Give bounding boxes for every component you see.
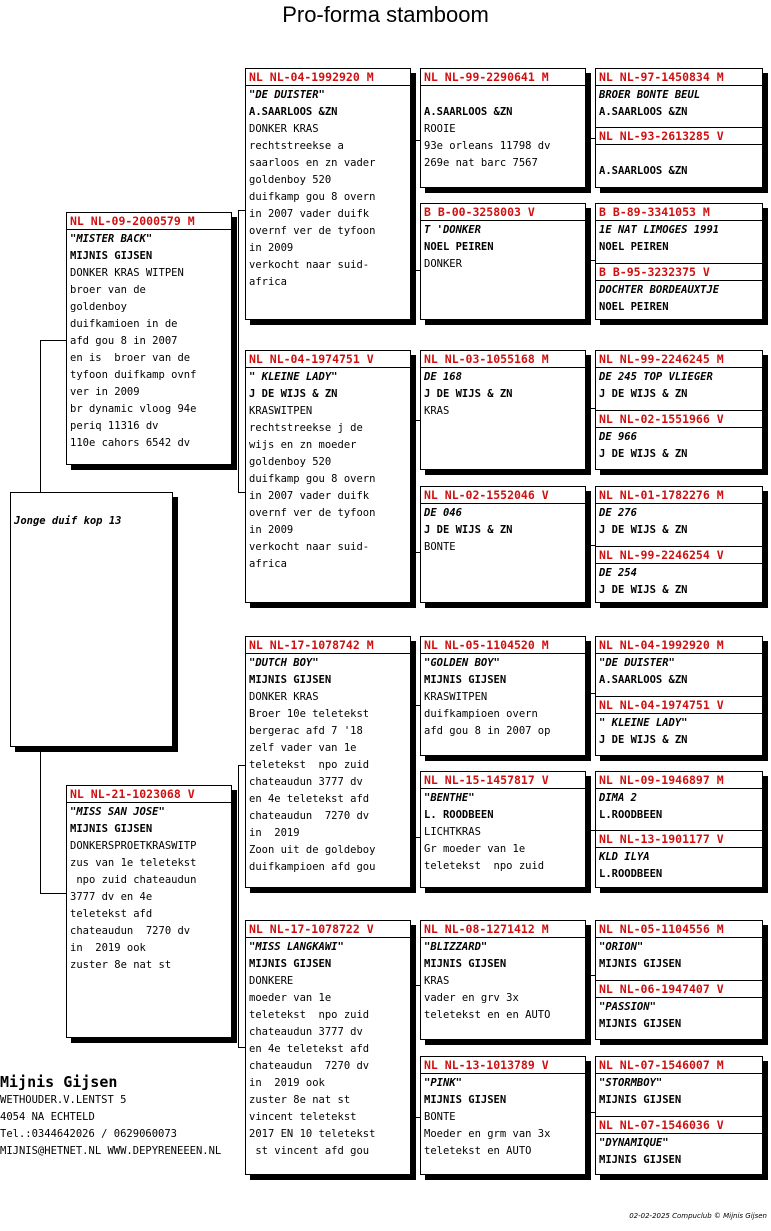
ring-number: NL NL-13-1901177 V [596, 831, 762, 848]
ring-number: NL NL-04-1992920 M [246, 69, 410, 86]
owner-name: MIJNIS GIJSEN [599, 958, 682, 970]
great-grandparent-box[interactable] [420, 350, 586, 470]
connector-line [238, 765, 245, 766]
pigeon-description: DONKER [424, 258, 462, 270]
ancestor-pair-box[interactable] [595, 486, 763, 603]
great-grandparent-box[interactable] [420, 771, 586, 888]
pigeon-name: 1E NAT LIMOGES 1991 [599, 224, 720, 236]
pigeon-name: " KLEINE LADY" [249, 371, 338, 383]
ring-number: NL NL-09-2000579 M [67, 213, 231, 230]
owner-name: MIJNIS GIJSEN [599, 1094, 682, 1106]
ring-number: NL NL-07-1546007 M [596, 1057, 762, 1074]
ring-number: NL NL-03-1055168 M [421, 351, 585, 368]
pigeon-description: DONKERE moeder van 1e teletekst npo zuid chateaudun 3777 dv en 4e teletekst afd chateaudun 7270 dv in 2019 ook zuster 8e nat st vincent teletekst 2017 EN 10 teletekst st vincent afd gou [249, 975, 376, 1157]
ancestor-pair-box[interactable] [595, 68, 763, 188]
owner-name: L.ROODBEEN [599, 868, 663, 880]
ring-number: NL NL-06-1947407 V [596, 981, 762, 998]
pigeon-name: "DE DUISTER" [249, 89, 325, 101]
pigeon-description: KRASWITPEN duifkampioen overn afd gou 8 in 2007 op [424, 691, 551, 737]
owner-name: J DE WIJS & ZN [599, 584, 688, 596]
pigeon-name: "BLIZZARD" [424, 941, 488, 953]
breeder-address: WETHOUDER.V.LENTST 5 [0, 1094, 127, 1106]
connector-line [414, 705, 415, 837]
connector-line [414, 140, 415, 270]
ring-number: NL NL-02-1552046 V [421, 487, 585, 504]
breeder-phone: Tel.:0344642026 / 0629060073 [0, 1128, 178, 1140]
pigeon-name: KLD ILYA [599, 851, 650, 863]
pigeon-name: BROER BONTE BEUL [599, 89, 701, 101]
ring-number: NL NL-13-1013789 V [421, 1057, 585, 1074]
pigeon-name: "PINK" [424, 1077, 462, 1089]
connector-line [40, 747, 41, 893]
pigeon-description: DONKER KRAS WITPEN broer van de goldenboy duifkamioen in de afd gou 8 in 2007 en is broer van de tyfoon duifkamp ovnf ver in 2009 br dynamic vloog 94e periq 11316 dv 110e cahors 6542 dv [70, 267, 197, 449]
pigeon-name: "PASSION" [599, 1001, 656, 1013]
ancestor-pair-box[interactable] [595, 350, 763, 470]
dam-box[interactable] [66, 785, 232, 1038]
owner-name: MIJNIS GIJSEN [424, 958, 507, 970]
pigeon-name: "GOLDEN BOY" [424, 657, 500, 669]
owner-name: NOEL PEIREN [599, 301, 669, 313]
grandparent-box[interactable] [245, 68, 411, 320]
ancestor-pair-box[interactable] [595, 1056, 763, 1175]
breeder-web: MIJNIS@HETNET.NL WWW.DEPYRENEEEN.NL [0, 1145, 222, 1157]
connector-line [40, 340, 67, 341]
owner-name: J DE WIJS & ZN [599, 388, 688, 400]
ring-number: NL NL-93-2613285 V [596, 128, 762, 145]
ancestor-pair-box[interactable] [595, 771, 763, 888]
ring-number: NL NL-09-1946897 M [596, 772, 762, 789]
owner-name: J DE WIJS & ZN [599, 448, 688, 460]
ring-number: NL NL-99-2246245 M [596, 351, 762, 368]
pigeon-description: KRAS [424, 405, 450, 417]
copyright-text: 02-02-2025 Compuclub © Mijnis Gijsen [629, 1212, 767, 1220]
great-grandparent-box[interactable] [420, 1056, 586, 1175]
owner-name: J DE WIJS & ZN [599, 524, 688, 536]
pigeon-name: "DYNAMIQUE" [599, 1137, 669, 1149]
ring-number: NL NL-08-1271412 M [421, 921, 585, 938]
connector-line [238, 210, 245, 211]
subject-label: Jonge duif kop 13 [14, 515, 122, 527]
pigeon-name: DE 245 TOP VLIEGER [599, 371, 713, 383]
pigeon-name: "STORMBOY" [599, 1077, 663, 1089]
pigeon-description: LICHTKRAS Gr moeder van 1e teletekst npo zuid [424, 826, 545, 872]
owner-name: J DE WIJS & ZN [424, 524, 513, 536]
pigeon-name: T 'DONKER [424, 224, 481, 236]
pigeon-description: KRAS vader en grv 3x teletekst en en AUTO [424, 975, 551, 1021]
pigeon-name: "MISS SAN JOSE" [70, 806, 165, 818]
ancestor-pair-box[interactable] [595, 203, 763, 320]
ring-number: NL NL-04-1992920 M [596, 637, 762, 654]
owner-name: MIJNIS GIJSEN [424, 1094, 507, 1106]
pigeon-name: DE 046 [424, 507, 462, 519]
connector-line [40, 340, 41, 492]
pigeon-description: ROOIE 93e orleans 11798 dv 269e nat barc 7567 [424, 123, 551, 169]
connector-line [40, 893, 67, 894]
pigeon-description: KRASWITPEN rechtstreekse j de wijs en zn moeder goldenboy 520 duifkamp gou 8 overn in 2007 vader duifk overnf ver de tyfoon in 2009 verkocht naar suid- africa [249, 405, 376, 570]
pigeon-name: "BENTHE" [424, 792, 475, 804]
owner-name: MIJNIS GIJSEN [424, 674, 507, 686]
ring-number: NL NL-04-1974751 V [246, 351, 410, 368]
pigeon-name: " KLEINE LADY" [599, 717, 688, 729]
owner-name: A.SAARLOOS &ZN [599, 165, 688, 177]
ring-number: NL NL-97-1450834 M [596, 69, 762, 86]
sire-box[interactable] [66, 212, 232, 465]
pigeon-name: "MISTER BACK" [70, 233, 153, 245]
pigeon-name: DIMA 2 [599, 792, 637, 804]
pigeon-description: DONKER KRAS Broer 10e teletekst bergerac afd 7 '18 zelf vader van 1e teletekst npo zuid chateaudun 3777 dv en 4e teletekst afd chateaudun 7270 dv in 2019 Zoon uit de goldeboy duifkampioen afd gou [249, 691, 376, 873]
owner-name: NOEL PEIREN [599, 241, 669, 253]
pigeon-name: "MISS LANGKAWI" [249, 941, 344, 953]
breeder-info [0, 1072, 221, 1160]
ring-number: NL NL-07-1546036 V [596, 1117, 762, 1134]
great-grandparent-box[interactable] [420, 920, 586, 1040]
owner-name: L. ROODBEEN [424, 809, 494, 821]
page-title: Pro-forma stamboom [282, 2, 489, 27]
ring-number: NL NL-99-2290641 M [421, 69, 585, 86]
owner-name: MIJNIS GIJSEN [249, 674, 332, 686]
owner-name: NOEL PEIREN [424, 241, 494, 253]
owner-name: A.SAARLOOS &ZN [424, 106, 513, 118]
ancestor-pair-box[interactable] [595, 636, 763, 756]
pigeon-name: DOCHTER BORDEAUXTJE [599, 284, 720, 296]
pigeon-name: DE 168 [424, 371, 462, 383]
ring-number: NL NL-05-1104520 M [421, 637, 585, 654]
owner-name: J DE WIJS & ZN [424, 388, 513, 400]
pigeon-name: DE 966 [599, 431, 637, 443]
pigeon-name: "ORION" [599, 941, 644, 953]
pigeon-name: DE 254 [599, 567, 637, 579]
owner-name: L.ROODBEEN [599, 809, 663, 821]
ring-number: B B-00-3258003 V [421, 204, 585, 221]
connector-line [238, 1047, 245, 1048]
owner-name: A.SAARLOOS &ZN [249, 106, 338, 118]
connector-line [238, 210, 239, 493]
connector-line [414, 420, 415, 552]
subject-box[interactable] [10, 492, 173, 747]
owner-name: A.SAARLOOS &ZN [599, 674, 688, 686]
connector-line [414, 985, 415, 1117]
ring-number: B B-95-3232375 V [596, 264, 762, 281]
ring-number: NL NL-15-1457817 V [421, 772, 585, 789]
ring-number: NL NL-99-2246254 V [596, 547, 762, 564]
pigeon-name: "DE DUISTER" [599, 657, 675, 669]
owner-name: J DE WIJS & ZN [599, 734, 688, 746]
ring-number: B B-89-3341053 M [596, 204, 762, 221]
pigeon-description: BONTE [424, 541, 456, 553]
grandparent-box[interactable] [245, 350, 411, 603]
grandparent-box[interactable] [245, 920, 411, 1175]
ancestor-pair-box[interactable] [595, 920, 763, 1040]
pigeon-name: DE 276 [599, 507, 637, 519]
pigeon-description: DONKER KRAS rechtstreekse a saarloos en zn vader goldenboy 520 duifkamp gou 8 overn in 2007 vader duifk overnf ver de tyfoon in 2009 verkocht naar suid- africa [249, 123, 376, 288]
breeder-city: 4054 NA ECHTELD [0, 1111, 95, 1123]
owner-name: J DE WIJS & ZN [249, 388, 338, 400]
owner-name: A.SAARLOOS &ZN [599, 106, 688, 118]
great-grandparent-box[interactable] [420, 486, 586, 603]
ring-number: NL NL-04-1974751 V [596, 697, 762, 714]
owner-name: MIJNIS GIJSEN [249, 958, 332, 970]
ring-number: NL NL-01-1782276 M [596, 487, 762, 504]
great-grandparent-box[interactable] [420, 636, 586, 756]
great-grandparent-box[interactable] [420, 203, 586, 320]
ring-number: NL NL-21-1023068 V [67, 786, 231, 803]
ring-number: NL NL-05-1104556 M [596, 921, 762, 938]
owner-name: MIJNIS GIJSEN [70, 250, 153, 262]
pigeon-description: BONTE Moeder en grm van 3x teletekst en AUTO [424, 1111, 551, 1157]
ring-number: NL NL-02-1551966 V [596, 411, 762, 428]
pigeon-name: "DUTCH BOY" [249, 657, 319, 669]
breeder-name: Mijnis Gijsen [0, 1073, 118, 1091]
ring-number: NL NL-17-1078722 V [246, 921, 410, 938]
owner-name: MIJNIS GIJSEN [599, 1154, 682, 1166]
owner-name: MIJNIS GIJSEN [599, 1018, 682, 1030]
ring-number: NL NL-17-1078742 M [246, 637, 410, 654]
owner-name: MIJNIS GIJSEN [70, 823, 153, 835]
great-grandparent-box[interactable] [420, 68, 586, 188]
connector-line [238, 492, 245, 493]
pigeon-description: DONKERSPROETKRASWITP zus van 1e teletekst npo zuid chateaudun 3777 dv en 4e teletekst afd chateaudun 7270 dv in 2019 ook zuster 8e nat st [70, 840, 197, 971]
grandparent-box[interactable] [245, 636, 411, 888]
connector-line [238, 765, 239, 1047]
